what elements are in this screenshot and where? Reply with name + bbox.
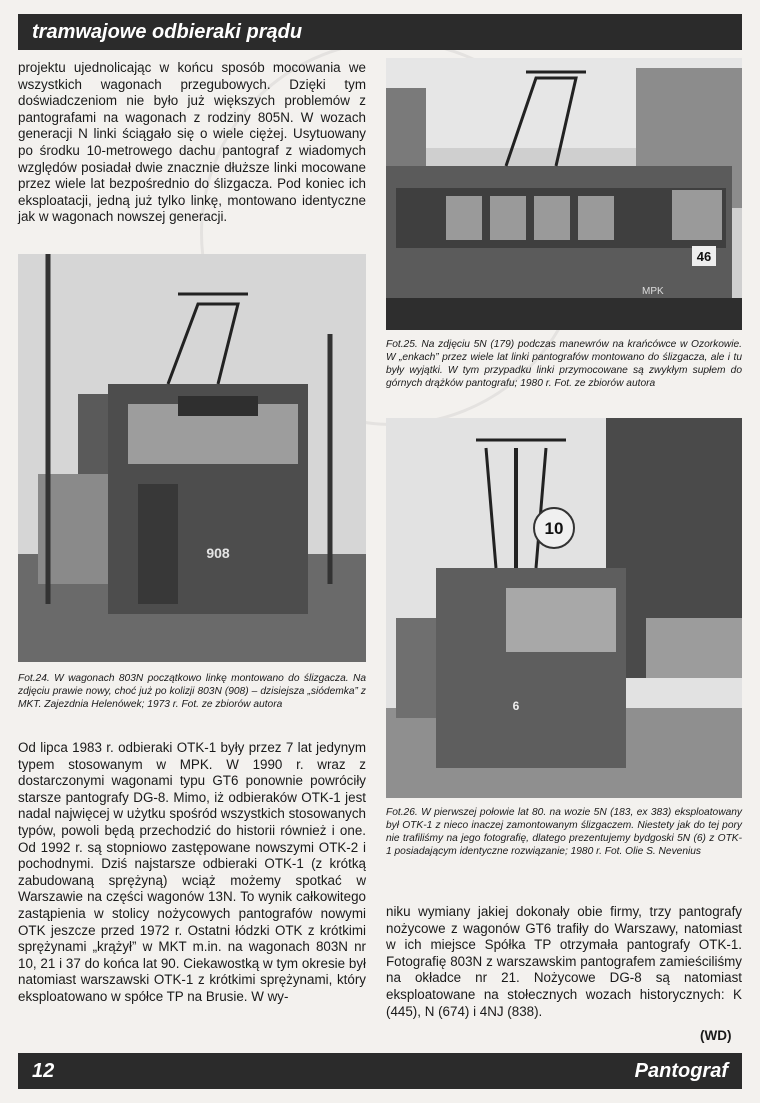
right-column-paragraph: niku wymiany jakiej dokonały obie firmy, trzy pantografy nożycowe z wagonów GT6 trafiły do Warszawy, natomiast w ich miejsce Spółka TP otrzymała pantografy OTK-1. Fotografię 803N z warszawskim pantografem zamieściliśmy na okładce nr 21. Nożycowe DG-8 są natomiast eksploatowane na stołecznych wozach historycznych: K (445), N (674) i 4NJ (838).: [386, 904, 742, 1019]
photo-fot26: [386, 418, 742, 798]
route-number-46: 46: [696, 249, 712, 264]
intro-paragraph: projektu ujednolicając w końcu sposób mocowania we wszystkich wagonach przegubowych. Dzięki tym doświadczeniom nie było już większych problemów z pantografami na wagonach z rodziny 805N. W wozach generacji N linki ściągało się o wiele ciężej. Usytuowany po środku 10-metrowego dachu pantograf z wiadomych względów posiadał dwie znacznie dłuższe linki mocowane przez wiele lat bezpośrednio do ślizgacza. Pod koniec ich eksploatacji, jedną już tylko linkę, montowano identyczne jak w wagonach nowszej generacji.: [18, 60, 366, 225]
photo-fot24: [18, 254, 366, 662]
tram-5n-179-image: [386, 58, 742, 330]
page-number: 12: [32, 1060, 55, 1082]
page-footer: [18, 1053, 742, 1089]
header-title: tramwajowe odbieraki prądu: [32, 21, 303, 43]
magazine-name: Pantograf: [634, 1060, 728, 1082]
fleet-number-908: 908: [206, 545, 230, 561]
caption-fot24: Fot.24. W wagonach 803N początkowo linkę montowano do ślizgacza. Na zdjęciu prawie nowy, choć już po kolizji 803N (908) – dzisiejsza „siódemka” z MKT. Zajezdnia Helenówek; 1973 r. Fot. ze zbiorów autora: [18, 673, 366, 710]
photo-fot25: [386, 58, 742, 330]
tram-5n-bydgoszcz-6-image: [386, 418, 742, 798]
operator-mark-mpk: MPK: [642, 286, 664, 297]
caption-fot25: Fot.25. Na zdjęciu 5N (179) podczas manewrów na krańcówce w Ozorkowie. W „enkach” przez wiele lat linki pantografów montowano do ślizgacza, ale i tu były wyjątki. W tym przypadku linki przymocowane są zwykłym supłem do górnych drążków pantografu; 1980 r. Fot. ze zbiorów autora: [386, 339, 742, 389]
page-header: [18, 14, 742, 50]
tram-803n-908-image: [18, 254, 366, 662]
author-signature: (WD): [700, 1028, 732, 1043]
left-column-paragraph: Od lipca 1983 r. odbieraki OTK-1 były przez 7 lat jedynym typem stosowanym w MPK. W 1990 r. wraz z dostarczonymi wagonami typu GT6 ponownie powróciły starsze pantografy DG-8. Mimo, iż odbieraków OTK-1 jest nadal najwięcej w użytku spośród wszystkich stosowanych typów, powoli będą przechodzić do historii również i one. Od 1992 r. są stopniowo zastępowane nowszymi OTK-2 i pochodnymi. Dziś najstarsze odbieraki OTK-1 (z krótką zabudowaną sprężyną) wciąż możemy spotkać w Warszawie na części wagonów 13N. To wynik całkowitego zastąpienia w stolicy nożycowych pantografów nowymi OTK jeszcze przed 1972 r. Ostatni łódzki OTK z krótkimi sprężynami „krążył” w MKT m.in. na wagonach 803N nr 10, 21 i 37 do końca lat 90. Ciekawostką w tym okresie był natomiast warszawski OTK-1 z krótkimi sprężynami, który eksploatowano w spółce TP na Brusie. W wy-: [18, 740, 366, 1004]
fleet-number-6: 6: [512, 699, 520, 713]
route-number-10: 10: [544, 519, 564, 538]
caption-fot26: Fot.26. W pierwszej połowie lat 80. na wozie 5N (183, ex 383) eksploatowany był OTK-1 z nieco inaczej zamontowanym ślizgaczem. Niestety jak do tej pory nie trafiliśmy na jego fotografię, dlatego prezentujemy bydgoski 5N (6) z OTK-1 posiadającym identyczne rozwiązanie; 1980 r. Fot. Olie S. Nevenius: [386, 807, 742, 857]
